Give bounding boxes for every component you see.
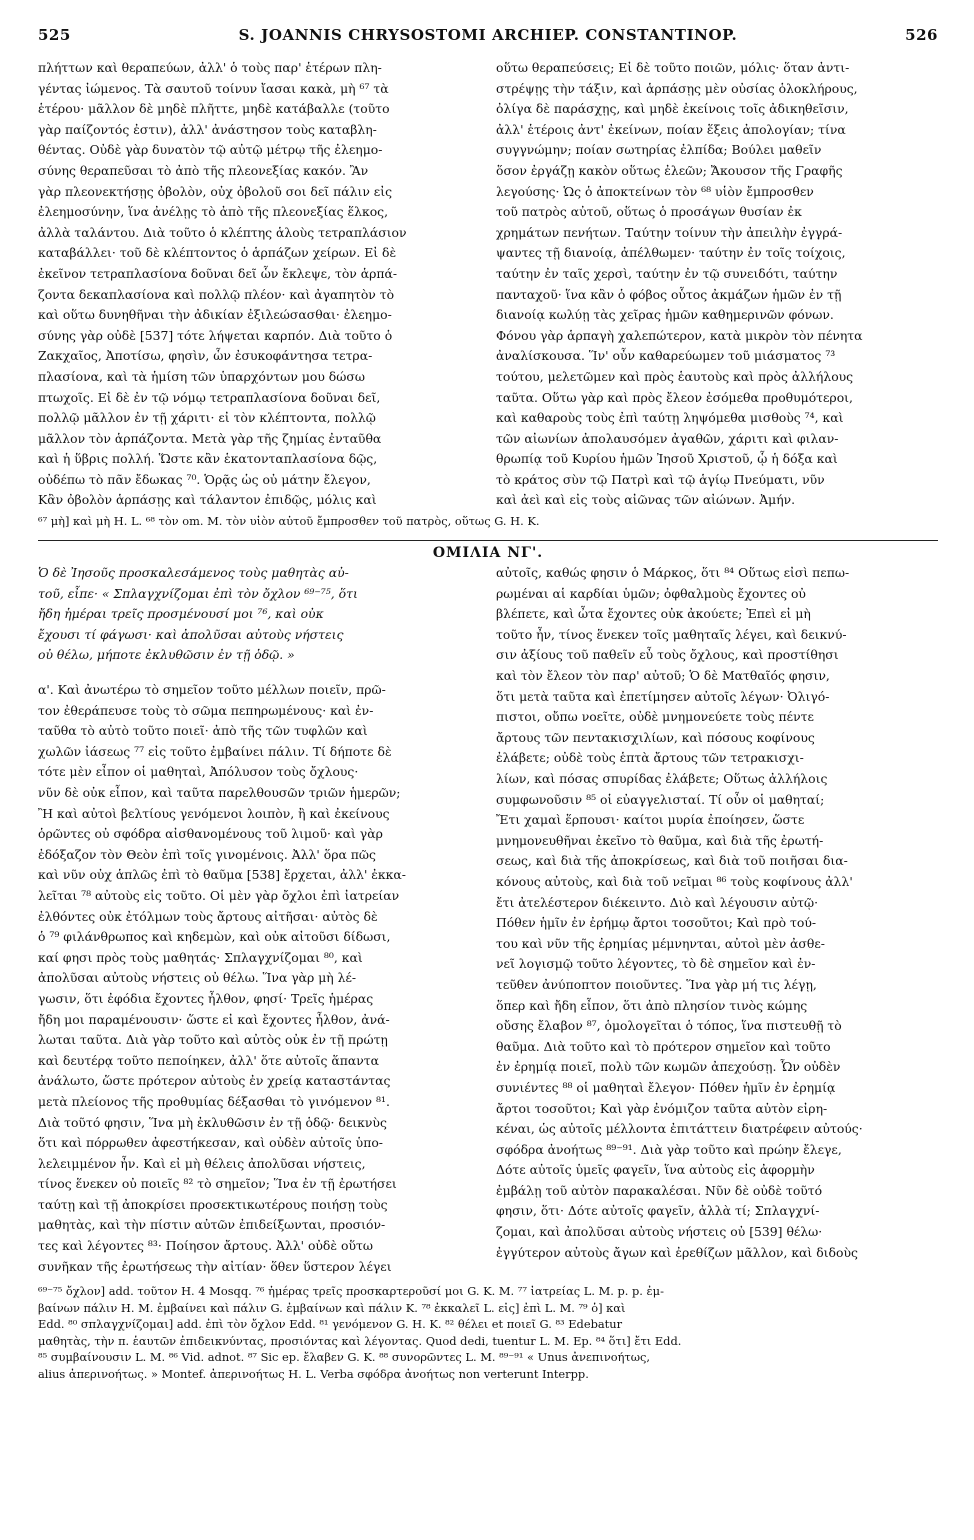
- footnote-line: βαίνων πάλιν H. M. ἐμβαίνει καὶ πάλιν G. ἐμβαίνων καὶ πάλιν K. ⁷⁸ ἐκκαλεῖ L. εἰς] ἐπὶ L. M. ⁷⁹ ὁ] καὶ: [38, 1300, 626, 1315]
- page: [38, 26, 938, 1526]
- text-line: τοῦ πατρὸς αὐτοῦ, οὕτως ὁ προσάγων θυσίαν ἐκ: [496, 204, 802, 220]
- text-line: ὅσον ἐργάζῃ κακὸν οὕτως ἐλεῶν; Ἄκουσον τῆς Γραφῆς: [496, 162, 843, 178]
- text-line: πλήττων καὶ θεραπεύων, ἀλλ' ὁ τοὺς παρ' ἑτέρων πλη-: [38, 60, 382, 75]
- text-line: πλασίονα, καὶ τὰ ἡμίση τῶν ὑπαρχόντων μου δώσω: [38, 368, 365, 384]
- text-line: ζομαι, καὶ ἀπολῦσαι αὐτοὺς νήστεις οὐ [539] θέλω·: [496, 1224, 823, 1240]
- text-line: ἀλλὰ ταλάντου. Διὰ τοῦτο ὁ κλέπτης ἁλοὺς τετραπλάσιον: [38, 224, 407, 240]
- text-line: ἄρτους τῶν πεντακισχιλίων, καὶ πόσους κοφίνους: [496, 729, 815, 745]
- text-line: ὅτι μετὰ ταῦτα καὶ ἐπετίμησεν αὐτοῖς λέγων· Ὀλιγό-: [496, 688, 830, 704]
- section-divider: [38, 540, 938, 541]
- text-line: συνιέντες ⁸⁸ οἱ μαθηταὶ ἔλεγον· Πόθεν ἡμῖν ἐν ἐρημίᾳ: [496, 1079, 836, 1095]
- bottom-columns: [38, 563, 938, 1277]
- text-line: συμφωνοῦσιν ⁸⁵ οἱ εὐαγγελισταί. Τί οὖν οἱ μαθηταί;: [496, 791, 825, 807]
- text-line: ἑτέρου· μᾶλλον δὲ μηδὲ πλῆττε, μηδὲ κατάβαλλε (τοῦτο: [38, 101, 390, 117]
- text-line: βλέπετε, καὶ ὦτα ἔχοντες οὐκ ἀκούετε; Ἐπεὶ εἰ μὴ: [496, 606, 811, 622]
- text-line: μᾶλλον τὸν ἁρπάζοντα. Μετὰ γὰρ τῆς ζημίας ἐνταῦθα: [38, 430, 382, 446]
- text-line: ἐν ἐρημίᾳ ποιεῖ, πολὺ τῶν κωμῶν ἀπεχούσῃ. Ὧν οὐδὲν: [496, 1059, 841, 1075]
- text-line: λελειμμένον ἦν. Καὶ εἰ μὴ θέλεις ἀπολῦσαι νήστεις,: [38, 1155, 366, 1171]
- text-line: τες καὶ λέγοντες ⁸³· Ποίησον ἄρτους. Ἀλλ' οὐδὲ οὕτω: [38, 1238, 373, 1254]
- text-line: ταῦτα. Οὕτω γὰρ καὶ πρὸς ἔλεον ἐσόμεθα προθυμότεροι,: [496, 389, 853, 405]
- text-line: πιστοι, οὔπω νοεῖτε, οὐδὲ μνημονεύετε τοὺς πέντε: [496, 709, 814, 725]
- text-line: λεγούσης· Ὡς ὁ ἀποκτείνων τὸν ⁶⁸ υἱὸν ἔμπροσθεν: [496, 183, 814, 199]
- text-line: Δότε αὐτοῖς ὑμεῖς φαγεῖν, ἵνα αὐτοὺς εἰς ἀφορμὴν: [496, 1162, 815, 1178]
- text-line: σφόδρα ἀνοήτως ⁸⁹⁻⁹¹. Διὰ γὰρ τοῦτο καὶ πρώην ἔλεγε,: [496, 1141, 842, 1157]
- text-line: ὀλίγα δὲ παράσχῃς, καὶ μηδὲ ἐκείνοις τοῖς ἀδικηθεῖσιν,: [496, 101, 849, 117]
- text-line: καὶ ἡ ὕβρις πολλή. Ὥστε κἂν ἑκατονταπλασίονα δῷς,: [38, 451, 378, 467]
- text-line: τίνος ἕνεκεν οὐ ποιεῖς ⁸² τὸ σημεῖον; Ἵνα ἐν τῇ ἐρωτήσει: [38, 1176, 397, 1192]
- text-line: ἐλεημοσύνην, ἵνα ἀνέλῃς τὸ ἀπὸ τῆς πλεονεξίας ἕλκος,: [38, 204, 389, 220]
- footnote-line: Edd. ⁸⁰ σπλαγχνίζομαι] add. ἐπὶ τὸν ὄχλον Edd. ⁸¹ γενόμενον G. H. K. ⁸² θέλει et ποιεῖ G. ⁸³ Edebatur: [38, 1317, 623, 1332]
- gospel-lemma: [38, 563, 480, 666]
- footnote-line: ⁶⁹⁻⁷⁵ ὄχλον] add. τοῦτον H. 4 Mosqq. ⁷⁶ ἡμέρας τρεῖς προσκαρτεροῦσί μοι G. K. M. ⁷⁷ ἰατρείας L. M. p. p. ἐμ-: [38, 1284, 664, 1299]
- homily-title: ΟΜΙΛΙΑ ΝΓ'.: [432, 545, 544, 562]
- text-line: ἐλάβετε; οὐδὲ τοὺς ἑπτὰ ἄρτους τῶν τετρακισχι-: [496, 750, 804, 766]
- text-line: καταβάλλει· τοῦ δὲ κλέπτοντος ὁ ἁρπάζων χείρων. Εἰ δὲ: [38, 245, 397, 261]
- text-line: σιν ἀξίους τοῦ παθεῖν εὖ τοὺς ὄχλους, καὶ προστίθησι: [496, 647, 839, 663]
- text-line: ταύτῃ καὶ τῇ ἀποκρίσει προσεκτικωτέρους ποιήσῃ τοὺς: [38, 1196, 388, 1212]
- text-line: ὅτι καὶ πόρρωθεν ἀφεστήκεσαν, καὶ οὐδὲν αὐτοῖς ὑπο-: [38, 1135, 383, 1151]
- text-line: καὶ καθαροὺς τοὺς ἐπὶ ταύτῃ ληψόμεθα μισθοὺς ⁷⁴, καὶ: [496, 410, 844, 426]
- text-line: κόνους αὐτοὺς, καὶ διὰ τοῦ νεῖμαι ⁸⁶ τοὺς κοφίνους ἀλλ': [496, 873, 853, 889]
- lemma-line: ἤδη ἡμέραι τρεῖς προσμένουσί μοι ⁷⁶, καὶ οὐκ: [38, 606, 324, 622]
- text-line: ἐδόξαζον τὸν Θεὸν ἐπὶ τοῖς γινομένοις. Ἀλλ' ὅρα πῶς: [38, 846, 376, 862]
- top-right-column: [496, 58, 938, 511]
- text-line: καὶ οὕτω δυνηθῆναι τὴν ἀδικίαν ἐξιλεώσασθαι· ἐλεημο-: [38, 307, 392, 323]
- text-line: αὐτοῖς, καθώς φησιν ὁ Μάρκος, ὅτι ⁸⁴ Οὕτως εἰσὶ πεπω-: [496, 565, 850, 581]
- footnotes: [38, 1283, 938, 1382]
- text-line: ἀλλ' ἑτέροις ἀντ' ἐκείνων, ποίαν ἕξεις ἀπολογίαν; τίνα: [496, 121, 846, 137]
- text-line: οὕτω θεραπεύσεις; Εἰ δὲ τοῦτο ποιῶν, μόλις· ὅταν ἀντι-: [496, 60, 850, 75]
- lemma-line: Ὁ δὲ Ἰησοῦς προσκαλεσάμενος τοὺς μαθητὰς αὐ-: [38, 565, 349, 581]
- text-line: οὔσης ἔλαβον ⁸⁷, ὁμολογεῖται ὁ τόπος, ἵνα πιστευθῇ τὸ: [496, 1018, 842, 1034]
- text-line: θαῦμα. Διὰ τοῦτο καὶ τὸ πρότερον σημεῖον καὶ τοῦτο: [496, 1038, 831, 1054]
- text-line: Ζακχαῖος, Ἀποτίσω, φησὶν, ὧν ἐσυκοφάντησα τετρα-: [38, 348, 373, 364]
- text-line: λίων, καὶ πόσας σπυρίδας ἐλάβετε; Οὕτως ἀλλήλοις: [496, 771, 828, 786]
- text-line: τεῦθεν ἀνύποπτον ποιοῦντες. Ἵνα γὰρ μή τις λέγῃ,: [496, 976, 817, 992]
- text-line: τούτου, μελετῶμεν καὶ πρὸς ἑαυτοὺς καὶ πρὸς ἀλλήλους: [496, 368, 854, 384]
- text-line: ταύτην ἐν ταῖς χερσὶ, ταύτην ἐν τῷ συνειδότι, ταύτην: [496, 265, 838, 281]
- text-line: συγγνώμην; ποίαν σωτηρίας ἐλπίδα; Βούλει μαθεῖν: [496, 142, 822, 158]
- text-line: διανοίᾳ κωλύῃ τὰς χεῖρας ἡμῶν καθημερινῶν φόνων.: [496, 307, 834, 323]
- text-line: λωται ταῦτα. Διὰ γὰρ τοῦτο καὶ αὐτὸς οὐκ ἐν τῇ πρώτῃ: [38, 1032, 388, 1048]
- text-line: ὅπερ καὶ ἤδη εἶπον, ὅτι ἀπὸ πλησίον τινὸς κώμης: [496, 997, 808, 1013]
- text-line: οὐδέπω τὸ πᾶν ἔδωκας ⁷⁰. Ὁρᾷς ὡς οὐ μάτην ἔλεγον,: [38, 471, 371, 487]
- text-line: καὶ τὸν ἔλεον τὸν παρ' αὐτοῦ; Ὁ δὲ Ματθαῖός φησιν,: [496, 668, 830, 684]
- text-line: καὶ ἀεὶ καὶ εἰς τοὺς αἰῶνας τῶν αἰώνων. Ἀμήν.: [496, 492, 796, 508]
- text-line: ἀνάλωτο, ὥστε πρότερον αὐτοὺς ἐν χρείᾳ καταστάντας: [38, 1073, 391, 1089]
- text-line: πολλῷ μᾶλλον ἐν τῇ χάριτι· εἰ τὸν κλέπτοντα, πολλῷ: [38, 410, 376, 426]
- text-line: ρωμέναι αἱ καρδίαι ὑμῶν; ὀφθαλμοὺς ἔχοντες οὐ: [496, 585, 806, 601]
- text-line: γωσιν, ὅτι ἐφόδια ἔχοντες ἦλθον, φησί· Τρεῖς ἡμέρας: [38, 990, 374, 1006]
- text-line: γὰρ πλεονεκτήσῃς ὀβολὸν, οὐχ ὀβολοῦ σοι δεῖ πάλιν εἰς: [38, 183, 393, 199]
- text-line: συνῆκαν τῆς ἐρωτήσεως τὴν αἰτίαν· ὅθεν ὕστερον λέγει: [38, 1258, 392, 1274]
- footnote-line: alius ἀπερινοήτως. » Montef. ἀπερινοήτως H. L. Verba σφόδρα ἀνοήτως non verterunt Interpp.: [38, 1366, 589, 1381]
- text-line: γὰρ παίζοντός ἐστιν), ἀλλ' ἀνάστησον τοὺς καταβλη-: [38, 121, 377, 137]
- text-line: ἐλθόντες οὐκ ἐτόλμων τοὺς ἄρτους αἰτῆσαι· αὐτὸς δὲ: [38, 908, 378, 924]
- text-line: μετὰ πλείονος τῆς προθυμίας δέξασθαι τὸ γινόμενον ⁸¹.: [38, 1093, 390, 1109]
- lemma-line: ἔχουσι τί φάγωσι· καὶ ἀπολῦσαι αὐτοὺς νήστεις: [38, 626, 344, 642]
- text-line: ἀναλίσκουσα. Ἵν' οὖν καθαρεύωμεν τοῦ μιάσματος ⁷³: [496, 348, 836, 364]
- text-line: του καὶ νῦν τῆς ἐρημίας μέμνηνται, αὐτοὶ μὲν ἀσθε-: [496, 935, 825, 951]
- page-number-left: 525: [38, 26, 71, 44]
- text-line: Κἂν ὀβολὸν ἁρπάσῃς καὶ τάλαντον ἐπιδῷς, μόλις καὶ: [38, 492, 377, 508]
- page-number-right: 526: [905, 26, 938, 44]
- text-line: καὶ νῦν οὐχ ἁπλῶς ἐπὶ τὸ θαῦμα [538] ἔρχεται, ἀλλ' ἐκκα-: [38, 867, 406, 883]
- running-head: [38, 26, 938, 50]
- homily-text-left: [38, 680, 480, 1277]
- text-line: ὁ ⁷⁹ φιλάνθρωπος καὶ κηδεμὼν, καὶ οὐκ αἰτοῦσι δίδωσι,: [38, 929, 391, 945]
- text-line: χωλῶν ἰάσεως ⁷⁷ εἰς τοῦτο ἐμβαίνει πάλιν. Τί δήποτε δὲ: [38, 743, 392, 759]
- footnote-line: μαθητὰς, τὴν π. ἑαυτῶν ἐπιδεικνύντας, προσιόντας καὶ λέγοντας. Quod dedi, tuentur L. M. Ep. ⁸⁴ ὅτι] ἔτι Edd.: [38, 1333, 682, 1348]
- text-line: Διὰ τοῦτό φησιν, Ἵνα μὴ ἐκλυθῶσιν ἐν τῇ ὁδῷ· δεικνὺς: [38, 1114, 387, 1130]
- text-line: νῦν δὲ οὐκ εἶπον, καὶ ταῦτα παρελθουσῶν τριῶν ἡμερῶν;: [38, 785, 401, 800]
- text-line: καὶ δευτέρᾳ τοῦτο πεποίηκεν, ἀλλ' ὅτε αὐτοῖς ἅπαντα: [38, 1052, 379, 1068]
- text-line: τον ἐθεράπευσε τοὺς τὸ σῶμα πεπηρωμένους· καὶ ἐν-: [38, 702, 374, 718]
- text-line: νεῖ λογισμῷ τοῦτο λέγοντες, τὸ δὲ σημεῖον καὶ ἐν-: [496, 956, 816, 972]
- lemma-line: οὐ θέλω, μήποτε ἐκλυθῶσιν ἐν τῇ ὁδῷ. »: [38, 647, 295, 663]
- text-line: λεῖται ⁷⁸ αὐτοὺς εἰς τοῦτο. Οἱ μὲν γὰρ ὄχλοι ἐπὶ ἰατρείαν: [38, 887, 400, 903]
- text-line: Φόνου γὰρ ἁρπαγὴ χαλεπώτερον, κατὰ μικρὸν τὸν πένητα: [496, 327, 863, 343]
- text-line: ἄρτοι τοσοῦτοι; Καὶ γὰρ ἐνόμιζον ταῦτα αὐτὸν εἰρη-: [496, 1100, 828, 1116]
- text-line: Ἢ καὶ αὐτοὶ βελτίους γενόμενοι λοιπὸν, ἢ καὶ ἐκείνους: [38, 805, 390, 821]
- text-line: μνημονευθῆναι ἐκεῖνο τὸ θαῦμα, καὶ διὰ τῆς ἐρωτή-: [496, 832, 824, 848]
- text-line: γέντας ἰώμενος. Τὰ σαυτοῦ τοίνυν ἴασαι κακὰ, μὴ ⁶⁷ τὰ: [38, 80, 389, 96]
- lemma-line: τοῦ, εἶπε· « Σπλαγχνίζομαι ἐπὶ τὸν ὄχλον ⁶⁹⁻⁷⁵, ὅτι: [38, 585, 358, 601]
- text-line: ἔτι ἀτελέστερον διέκειντο. Διὸ καὶ λέγουσιν αὐτῷ·: [496, 894, 819, 910]
- text-line: ταῦθα τὸ αὐτὸ τοῦτο ποιεῖ· ἀπὸ τῆς τῶν τυφλῶν καὶ: [38, 723, 368, 739]
- bottom-right-column: [496, 563, 938, 1277]
- top-columns: [38, 58, 938, 511]
- text-line: θρωπίᾳ τοῦ Κυρίου ἡμῶν Ἰησοῦ Χριστοῦ, ᾧ ἡ δόξα καὶ: [496, 451, 838, 467]
- text-line: ἐμβάλῃ τοῦ αὐτὸν παρακαλέσαι. Νῦν δὲ οὐδὲ τοῦτό: [496, 1182, 823, 1198]
- top-footnote: ⁶⁷ μὴ] καὶ μὴ H. L. ⁶⁸ τὸν om. M. τὸν υἱὸν αὐτοῦ ἔμπροσθεν τοῦ πατρὸς, οὕτως G. H. K.: [38, 514, 540, 529]
- text-line: κέναι, ὡς αὐτοῖς μέλλοντα ἐπιτάττειν διατρέφειν αὐτούς·: [496, 1121, 863, 1137]
- running-title: S. JOANNIS CHRYSOSTOMI ARCHIEP. CONSTANTINOP.: [238, 26, 738, 44]
- bottom-left-column: [38, 563, 480, 1277]
- text-line: χρημάτων πενήτων. Ταύτην τοίνυν τὴν ἀπειλὴν ἐγγρά-: [496, 224, 843, 240]
- text-line: Ἔτι χαμαὶ ἕρπουσι· καίτοι μυρία ἐποίησεν, ὥστε: [496, 812, 805, 828]
- text-line: σύνης θεραπεῦσαι τὸ ἀπὸ τῆς πλεονεξίας κακόν. Ἂν: [38, 162, 369, 178]
- text-line: φησιν, ὅτι· Δότε αὐτοῖς φαγεῖν, ἀλλὰ τί; Σπλαγχνί-: [496, 1203, 820, 1219]
- text-line: τοῦτο ἦν, τίνος ἕνεκεν τοῖς μαθηταῖς λέγει, καὶ δεικνύ-: [496, 626, 847, 642]
- text-line: πανταχοῦ· ἵνα κἂν ὁ φόβος οὗτος ἀκμάζων ἡμῶν ἐν τῇ: [496, 286, 842, 302]
- text-line: ἤδη μοι παραμένουσιν· ὥστε εἰ καὶ ἔχοντες ἦλθον, ἀνά-: [38, 1011, 390, 1027]
- text-line: τότε μὲν εἶπον οἱ μαθηταὶ, Ἀπόλυσον τοὺς ὄχλους·: [38, 764, 359, 780]
- text-line: α'. Καὶ ἀνωτέρω τὸ σημεῖον τοῦτο μέλλων ποιεῖν, πρῶ-: [38, 682, 386, 698]
- text-line: ὁρῶντες οὐ σφόδρα αἰσθανομένους τοῦ λιμοῦ· καὶ γὰρ: [38, 826, 383, 842]
- text-line: στρέψῃς τὴν τάξιν, καὶ ἁρπάσῃς μὲν οὐσίας ὁλοκλήρους,: [496, 80, 858, 96]
- text-line: ἀπολῦσαι αὐτοὺς νήστεις οὐ θέλω. Ἵνα γὰρ μὴ λέ-: [38, 970, 357, 986]
- text-line: μαθητὰς, καὶ τὴν πίστιν αὐτῶν ἐπιδείξωνται, προσιόν-: [38, 1217, 386, 1233]
- text-line: ἐγγύτερον αὐτοὺς ἄγων καὶ ἐρεθίζων μᾶλλον, καὶ διδοὺς: [496, 1244, 858, 1260]
- text-line: τὸ κράτος σὺν τῷ Πατρὶ καὶ τῷ ἁγίῳ Πνεύματι, νῦν: [496, 471, 825, 487]
- footnote-line: ⁸⁵ συμβαίνουσιν L. M. ⁸⁶ Vid. adnot. ⁸⁷ Sic ep. ἔλαβεν G. K. ⁸⁸ συνορῶντες L. M. ⁸⁹⁻⁹¹ « Unus ἀνεπινοήτως,: [38, 1350, 651, 1365]
- text-line: καί φησι πρὸς τοὺς μαθητάς· Σπλαγχνίζομαι ⁸⁰, καὶ: [38, 949, 363, 965]
- text-line: ζοντα δεκαπλασίονα καὶ πολλῷ πλέον· καὶ ἀγαπητὸν τὸ: [38, 286, 395, 302]
- text-line: ἐκεῖνον τετραπλασίονα δοῦναι δεῖ ὧν ἔκλεψε, τὸν ἁρπά-: [38, 265, 398, 281]
- text-line: ψαντες τῇ διανοίᾳ, ἀπέλθωμεν· ταύτην ἐν τοῖς τοίχοις,: [496, 245, 846, 261]
- top-left-column: [38, 58, 480, 511]
- text-line: θέντας. Οὐδὲ γὰρ δυνατὸν τῷ αὐτῷ μέτρῳ τῆς ἐλεημο-: [38, 142, 383, 158]
- text-line: σύνης γὰρ οὐδὲ [537] τότε λήψεται καρπόν. Διὰ τοῦτο ὁ: [38, 327, 393, 343]
- text-line: σεως, καὶ διὰ τῆς ἀποκρίσεως, καὶ διὰ τοῦ ποιῆσαι δια-: [496, 853, 848, 869]
- text-line: πτωχοῖς. Εἰ δὲ ἐν τῷ νόμῳ τετραπλασίονα δοῦναι δεῖ,: [38, 389, 381, 405]
- text-line: τῶν αἰωνίων ἀπολαυσόμεν ἀγαθῶν, χάριτι καὶ φιλαν-: [496, 430, 839, 446]
- text-line: Πόθεν ἡμῖν ἐν ἐρήμῳ ἄρτοι τοσοῦτοι; Καὶ πρὸ τού-: [496, 915, 817, 931]
